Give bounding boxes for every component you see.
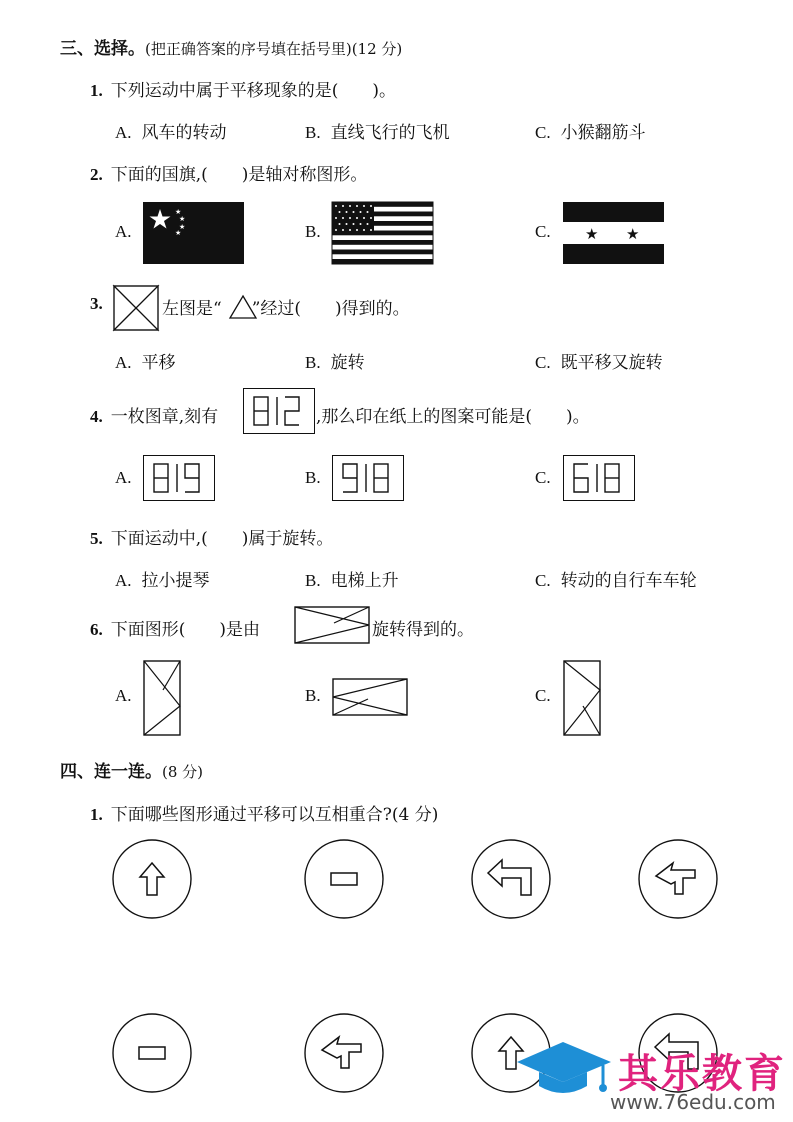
q2-option-a[interactable]: A. [115, 222, 132, 241]
svg-text:★: ★ [585, 225, 599, 243]
question-5: 5. 下面运动中,( )属于旋转。 [90, 529, 334, 549]
question-4: 4. 一枚图章,刻有 [90, 407, 219, 427]
usa-flag-icon [332, 202, 434, 266]
stamp-option-918 [332, 455, 404, 501]
circle-diagonal-turn-arrow-icon[interactable] [637, 838, 719, 920]
q1-option-b[interactable]: B. 直线飞行的飞机 [305, 123, 450, 143]
section-4-question-1: 1. 下面哪些图形通过平移可以互相重合?(4 分) [90, 805, 439, 825]
graduation-cap-icon [515, 1038, 615, 1104]
watermark-title: 其乐教育 [618, 1051, 786, 1097]
q6-option-b[interactable]: B. [305, 686, 321, 705]
svg-text:★: ★ [175, 229, 182, 237]
watermark-url: www.76edu.com [610, 1090, 776, 1114]
svg-text:★: ★ [179, 223, 186, 231]
question-2: 2. 下面的国旗,( )是轴对称图形。 [90, 165, 368, 185]
q4-option-c[interactable]: C. [535, 468, 551, 487]
svg-text:★: ★ [626, 225, 640, 243]
circle-diagonal-turn-arrow-icon-2[interactable] [303, 1012, 385, 1094]
china-flag-icon [143, 202, 245, 266]
q5-option-c[interactable]: C. 转动的自行车车轮 [535, 571, 697, 591]
q6-option-a-figure [143, 660, 181, 736]
stamp-option-618 [563, 455, 635, 501]
triangle-icon [228, 294, 258, 320]
question-3-text: 左图是“ ”经过( )得到的。 [162, 299, 410, 319]
two-star-flag-icon [563, 202, 665, 266]
q4-option-b[interactable]: B. [305, 468, 321, 487]
circle-minus-bar-icon-2[interactable] [111, 1012, 193, 1094]
question-3: 3. [90, 294, 103, 313]
q3-option-a[interactable]: A. 平移 [115, 353, 176, 373]
circle-minus-bar-icon[interactable] [303, 838, 385, 920]
q1-option-c[interactable]: C. 小猴翻筋斗 [535, 123, 646, 143]
q3-option-b[interactable]: B. 旋转 [305, 353, 365, 373]
svg-text:★: ★ [179, 215, 186, 223]
q6-option-c-figure [563, 660, 601, 736]
question-1: 1. 下列运动中属于平移现象的是( )。 [90, 81, 397, 101]
section-4-heading: 四、连一连。(8 分) [60, 762, 204, 782]
stamp-digits-812 [253, 396, 307, 426]
svg-text:★: ★ [175, 208, 182, 216]
q4-option-a[interactable]: A. [115, 468, 132, 487]
circle-up-arrow-icon[interactable] [111, 838, 193, 920]
q5-option-a[interactable]: A. 拉小提琴 [115, 571, 210, 591]
q3-option-c[interactable]: C. 既平移又旋转 [535, 353, 663, 373]
question-6: 6. 下面图形( )是由 [90, 620, 261, 640]
stamp-option-819 [143, 455, 215, 501]
section-3-heading: 三、选择。(把正确答案的序号填在括号里)(12 分) [60, 39, 403, 59]
question-6-text: 旋转得到的。 [372, 620, 474, 640]
stamp-box [243, 388, 315, 434]
rectangle-figure [294, 606, 370, 644]
q5-option-b[interactable]: B. 电梯上升 [305, 571, 399, 591]
q1-option-a[interactable]: A. 风车的转动 [115, 123, 227, 143]
circle-turn-left-arrow-icon[interactable] [470, 838, 552, 920]
q2-option-b[interactable]: B. [305, 222, 321, 241]
q6-option-c[interactable]: C. [535, 686, 551, 705]
question-4-text: ,那么印在纸上的图案可能是( )。 [316, 407, 590, 427]
q2-option-c[interactable]: C. [535, 222, 551, 241]
rotated-triangles-figure [113, 285, 159, 331]
q6-option-a[interactable]: A. [115, 686, 132, 705]
q6-option-b-figure [332, 678, 408, 716]
